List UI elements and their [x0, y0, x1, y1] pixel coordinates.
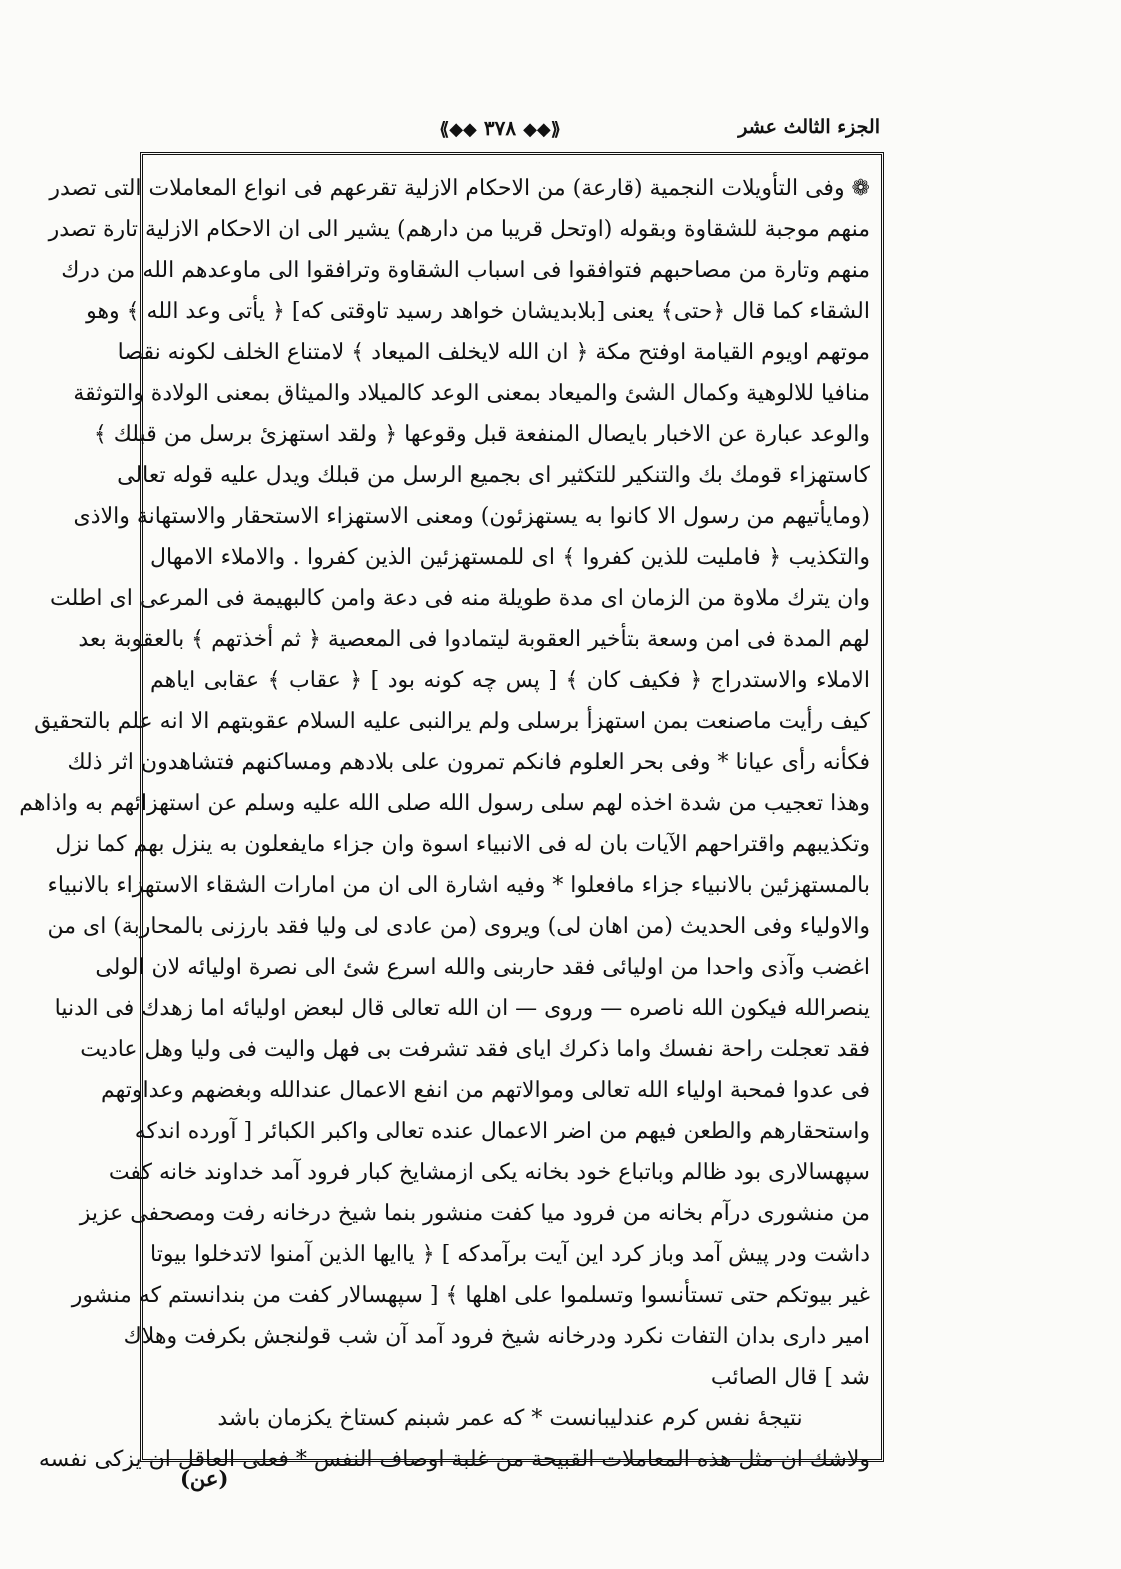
text-line: موتهم اويوم القيامة اوفتح مكة ﴿ ان الله لايخلف الميعاد ﴾ لامتناع الخلف لكونه نقصا [117, 340, 870, 365]
text-line-last: ولاشك ان مثل هذه المعاملات القبيحة من غلبة اوصاف النفس * فعلى العاقل ان يزكى نفسه [38, 1447, 870, 1472]
text-line: والوعد عبارة عن الاخبار بايصال المنفعة قبل وقوعها ﴿ ولقد استهزئ برسل من قبلك ﴾ [93, 422, 870, 447]
text-line: كيف رأيت ماصنعت بمن استهزأ برسلى ولم يرالنبى عليه السلام عقوبتهم الا انه علم بالتحقيق [34, 709, 870, 734]
ornament-left-icon: ⟪◆◆ [439, 119, 477, 140]
text-line: منافيا للالوهية وكمال الشئ والميعاد بمعنى الوعد كالميلاد والميثاق بمعنى الولادة والتوثقة [73, 381, 870, 406]
text-line: واستحقارهم والطعن فيهم من اضر الاعمال عنده تعالى واكبر الكبائر [ آورده اندكه [134, 1119, 870, 1144]
text-line: فكأنه رأى عيانا * وفى بحر العلوم فانكم تمرون على بلادهم ومساكنهم فتشاهدون اثر ذلك [67, 750, 870, 775]
text-line: والتكذيب ﴿ فامليت للذين كفروا ﴾ اى للمستهزئين الذين كفروا . والاملاء الامهال [150, 545, 870, 570]
text-line: سپهسالارى بود ظالم وباتباع خود بخانه يكى ازمشايخ كبار فرود آمد خداوند خانه كفت [108, 1160, 870, 1185]
text-line: ينصرالله فيكون الله ناصره — وروى — ان الله تعالى قال لبعض اوليائه اما زهدك فى الدنيا [54, 996, 870, 1021]
page-header [140, 112, 880, 148]
part-title: الجزء الثالث عشر [738, 116, 880, 138]
text-line: والاولياء وفى الحديث (من اهان لى) ويروى (من عادى لى وليا فقد بارزنى بالمحاربة) اى من [47, 914, 870, 939]
catchword: (عن) [180, 1466, 229, 1491]
text-line: من منشورى درآم بخانه من فرود ميا كفت منشور بنما شيخ درخانه رفت ومصحفى عزيز [79, 1201, 870, 1226]
text-line: (ومايأتيهم من رسول الا كانوا به يستهزئون) ومعنى الاستهزاء الاستحقار والاستهانة والاذى [73, 504, 870, 529]
text-line: ❁ وفى التأويلات النجمية (قارعة) من الاحكام الازلية تقرعهم فى انواع المعاملات التى تصدر [49, 176, 870, 201]
text-line: فقد تعجلت راحة نفسك واما ذكرك اياى فقد تشرفت بى فهل واليت فى وليا وهل عاديت [80, 1037, 870, 1062]
text-line: شد ] قال الصائب [710, 1365, 870, 1390]
text-line: اغضب وآذى واحدا من اوليائى فقد حاربنى والله اسرع شئ الى نصرة اوليائه لان الولى [95, 955, 870, 980]
text-line: بالمستهزئين بالانبياء جزاء مافعلوا * وفيه اشارة الى ان من امارات الشقاء الاستهزاء بالانبياء [47, 873, 870, 898]
text-line: الاملاء والاستدراج ﴿ فكيف كان ﴾ [ پس چه كونه بود ] ﴿ عقاب ﴾ عقابى اياهم [150, 668, 870, 693]
text-line: وتكذيبهم واقتراحهم الآيات بان له فى الانبياء اسوة وان جزاء مايفعلون به ينزل بهم كما نزل [55, 832, 870, 857]
text-line: داشت ودر پيش آمد وباز كرد اين آيت برآمدكه ] ﴿ ياايها الذين آمنوا لاتدخلوا بيوتا [150, 1242, 870, 1267]
text-line: كاستهزاء قومك بك والتنكير للتكثير اى بجميع الرسل من قبلك ويدل عليه قوله تعالى [117, 463, 870, 488]
text-line: فى عدوا فمحبة اولياء الله تعالى وموالاتهم من انفع الاعمال عندالله وبغضهم وعداوتهم [100, 1078, 870, 1103]
text-line: وهذا تعجيب من شدة اخذه لهم سلى رسول الله صلى الله عليه وسلم عن استهزائهم به واذاهم [19, 791, 870, 816]
text-line: الشقاء كما قال ﴿حتى﴾ يعنى [بلابديشان خواهد رسيد تاوقتى كه] ﴿ يأتى وعد الله ﴾ وهو [86, 299, 870, 324]
main-text [19, 168, 874, 1480]
poetry-verse: نتيجهٔ نفس كرم عندليبانست * كه عمر شبنم كستاخ يكزمان باشد [217, 1406, 803, 1431]
text-line: وان يترك ملاوة من الزمان اى مدة طويلة منه فى دعة وامن كالبهيمة فى المرعى اى اطلت [50, 586, 870, 611]
text-line: امير دارى بدان التفات نكرد ودرخانه شيخ فرود آمد آن شب قولنجش بكرفت وهلاك [123, 1324, 870, 1349]
text-line: لهم المدة فى امن وسعة بتأخير العقوبة ليتمادوا فى المعصية ﴿ ثم أخذتهم ﴾ بالعقوبة بعد [78, 627, 870, 652]
text-line: منهم موجبة للشقاوة وبقوله (اوتحل قريبا من دارهم) يشير الى ان الاحكام الازلية تارة تصدر [48, 217, 870, 242]
text-line: غير بيوتكم حتى تستأنسوا وتسلموا على اهلها ﴾ [ سپهسالار كفت من بندانستم كه منشور [71, 1283, 870, 1308]
ornament-right-icon: ◆◆⟫ [523, 119, 561, 140]
page-number-box [430, 116, 570, 140]
page-number: ٣٧٨ [483, 116, 517, 140]
text-line: منهم وتارة من مصاحبهم فتوافقوا فى اسباب الشقاوة وترافقوا الى ماوعدهم الله من درك [61, 258, 870, 283]
